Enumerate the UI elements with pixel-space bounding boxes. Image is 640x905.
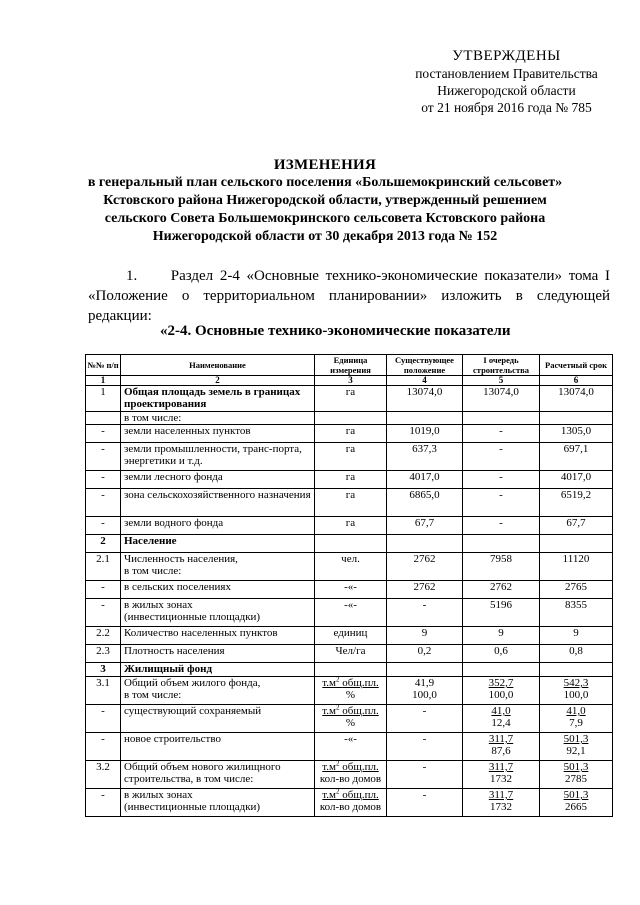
unit-line [318, 789, 383, 801]
row-estimated: 11120 [540, 553, 613, 581]
value-line: 87,6 [491, 745, 511, 757]
unit-text: общ.пл. [342, 789, 379, 801]
value-line: 311,7 [488, 789, 514, 801]
unit-line: % [345, 689, 356, 701]
row-name-line: в том числе: [124, 689, 182, 701]
row-name: в сельских поселениях [121, 581, 315, 599]
row-first-stage [463, 705, 540, 733]
row-first-stage [463, 761, 540, 789]
row-name [121, 761, 315, 789]
row-name [121, 553, 315, 581]
row-num: - [86, 705, 121, 733]
table-row [86, 599, 613, 627]
row-first-stage [463, 412, 540, 425]
row-existing: 4017,0 [387, 471, 463, 489]
table-row [86, 677, 613, 705]
row-name: зона сельскохозяйственного назначения [121, 489, 315, 517]
row-first-stage [463, 733, 540, 761]
row-first-stage: 7958 [463, 553, 540, 581]
value-line: 1732 [490, 773, 512, 785]
row-num: - [86, 599, 121, 627]
row-name-line: Общий объем нового жилищного [124, 761, 281, 773]
row-num: 3.2 [86, 761, 121, 789]
row-first-stage: 9 [463, 627, 540, 645]
row-num: - [86, 733, 121, 761]
section-title: «2-4. Основные технико-экономические показатели [160, 323, 511, 339]
row-first-stage: - [463, 425, 540, 443]
value-line: 41,0 [566, 705, 586, 717]
row-unit [315, 412, 387, 425]
row-name-line: Численность населения, [124, 553, 238, 565]
row-existing: - [387, 761, 463, 789]
table-row [86, 553, 613, 581]
column-number: 2 [121, 376, 315, 386]
column-number: 4 [387, 376, 463, 386]
value-line: 1732 [490, 801, 512, 813]
column-number-row [86, 376, 613, 386]
title-line: в генеральный план сельского поселения «Большемокринский сельсовет» [87, 175, 563, 190]
value-line: 41,0 [491, 705, 511, 717]
table-row [86, 581, 613, 599]
unit-text: т.м [322, 677, 336, 689]
row-unit: -«- [315, 581, 387, 599]
row-name: земли лесного фонда [121, 471, 315, 489]
row-unit [315, 789, 387, 817]
row-name: Жилищный фонд [121, 663, 315, 677]
row-name-line: в том числе: [124, 565, 182, 577]
row-estimated [540, 733, 613, 761]
title-line: Нижегородской области от 30 декабря 2013 года № 152 [152, 229, 498, 244]
table-row [86, 489, 613, 517]
value-line: 311,7 [488, 761, 514, 773]
table-row [86, 412, 613, 425]
table-row [86, 761, 613, 789]
value-line: 100,0 [412, 689, 437, 701]
value-line: 542,3 [563, 677, 589, 689]
row-num: - [86, 517, 121, 535]
header-cell: Существующее положение [387, 355, 463, 376]
value-line: 92,1 [566, 745, 586, 757]
row-estimated [540, 761, 613, 789]
row-name-line: в жилых зонах [124, 789, 193, 801]
row-estimated: 9 [540, 627, 613, 645]
table-header-row [86, 355, 613, 376]
row-existing: 67,7 [387, 517, 463, 535]
unit-line [318, 677, 383, 689]
row-num: 2.3 [86, 645, 121, 663]
row-existing [387, 412, 463, 425]
approval-line: Нижегородской области [437, 83, 576, 98]
row-num: - [86, 489, 121, 517]
row-estimated [540, 677, 613, 705]
table-row [86, 645, 613, 663]
approval-block [384, 48, 629, 116]
value-line: 12,4 [491, 717, 511, 729]
row-unit: единиц [315, 627, 387, 645]
unit-line [318, 705, 383, 717]
approval-heading: УТВЕРЖДЕНЫ [452, 48, 561, 64]
row-num: - [86, 425, 121, 443]
value-line: 100,0 [563, 689, 589, 701]
row-num: 3.1 [86, 677, 121, 705]
value-line: 2665 [565, 801, 587, 813]
row-num: - [86, 789, 121, 817]
row-existing [387, 677, 463, 705]
row-unit: га [315, 517, 387, 535]
row-name: земли промышленности, транс-порта, энергетики и т.д. [121, 443, 315, 471]
row-unit: -«- [315, 599, 387, 627]
value-line: 41,9 [414, 677, 435, 689]
row-estimated: 67,7 [540, 517, 613, 535]
row-num: 3 [86, 663, 121, 677]
unit-text: т.м [322, 789, 336, 801]
value-line: 311,7 [488, 733, 514, 745]
table-row [86, 517, 613, 535]
row-first-stage: - [463, 489, 540, 517]
row-existing: 637,3 [387, 443, 463, 471]
row-num [86, 412, 121, 425]
row-name-line: в жилых зонах [124, 599, 193, 611]
row-name [121, 677, 315, 705]
row-num: 2.2 [86, 627, 121, 645]
row-estimated: 13074,0 [540, 386, 613, 412]
table-row [86, 789, 613, 817]
unit-line [318, 761, 383, 773]
row-first-stage: - [463, 517, 540, 535]
row-name [121, 599, 315, 627]
row-name: Общая площадь земель в границах проектирования [121, 386, 315, 412]
row-num: - [86, 443, 121, 471]
column-number: 5 [463, 376, 540, 386]
row-name: Количество населенных пунктов [121, 627, 315, 645]
table-row [86, 443, 613, 471]
row-first-stage: 0,6 [463, 645, 540, 663]
row-name [121, 789, 315, 817]
table-row [86, 471, 613, 489]
row-unit: га [315, 425, 387, 443]
paragraph-1 [88, 266, 610, 326]
unit-superscript: 2 [336, 675, 340, 684]
unit-text: т.м [322, 761, 336, 773]
row-existing: - [387, 599, 463, 627]
unit-superscript: 2 [336, 787, 340, 796]
value-line: 100,0 [488, 689, 514, 701]
table-row [86, 705, 613, 733]
unit-text: общ.пл. [342, 705, 379, 717]
row-first-stage [463, 677, 540, 705]
row-estimated: 0,8 [540, 645, 613, 663]
row-name-line: Общий объем жилого фонда, [124, 677, 261, 689]
row-existing: 6865,0 [387, 489, 463, 517]
row-estimated: 4017,0 [540, 471, 613, 489]
unit-text: т.м [322, 705, 336, 717]
value-line: 2785 [565, 773, 587, 785]
row-first-stage [463, 789, 540, 817]
row-estimated: 8355 [540, 599, 613, 627]
title-heading: ИЗМЕНЕНИЯ [273, 157, 377, 173]
unit-text: общ.пл. [342, 677, 379, 689]
row-first-stage: - [463, 443, 540, 471]
row-estimated [540, 789, 613, 817]
row-existing: 9 [387, 627, 463, 645]
unit-line: кол-во домов [319, 773, 382, 785]
row-unit: га [315, 443, 387, 471]
row-num: - [86, 581, 121, 599]
row-estimated: 697,1 [540, 443, 613, 471]
table-row [86, 627, 613, 645]
row-estimated: 1305,0 [540, 425, 613, 443]
row-estimated: 6519,2 [540, 489, 613, 517]
row-unit: га [315, 489, 387, 517]
section-row [86, 535, 613, 553]
unit-line: кол-во домов [319, 801, 382, 813]
row-name: существующий сохраняемый [121, 705, 315, 733]
table-row [86, 386, 613, 412]
row-name-line: (инвестиционные площадки) [124, 801, 261, 813]
unit-superscript: 2 [336, 759, 340, 768]
row-unit: га [315, 471, 387, 489]
row-estimated: 2765 [540, 581, 613, 599]
header-cell: Наименование [121, 355, 315, 376]
unit-text: общ.пл. [342, 761, 379, 773]
row-unit [315, 677, 387, 705]
row-num: 2 [86, 535, 121, 553]
row-name: Плотность населения [121, 645, 315, 663]
row-existing: - [387, 733, 463, 761]
value-line: 7,9 [569, 717, 583, 729]
column-number: 1 [86, 376, 121, 386]
approval-line: от 21 ноября 2016 года № 785 [421, 100, 592, 115]
title-line: Кстовского района Нижегородской области, утвержденный решением [103, 193, 547, 208]
row-first-stage: 2762 [463, 581, 540, 599]
row-unit: чел. [315, 553, 387, 581]
row-name: земли населенных пунктов [121, 425, 315, 443]
row-estimated [540, 412, 613, 425]
approval-line: постановлением Правительства [415, 66, 598, 81]
row-num: - [86, 471, 121, 489]
row-existing: - [387, 705, 463, 733]
row-unit [315, 705, 387, 733]
row-name-line: (инвестиционные площадки) [124, 611, 261, 623]
column-number: 3 [315, 376, 387, 386]
row-existing: 13074,0 [387, 386, 463, 412]
paragraph-number: 1. [126, 268, 138, 284]
document-title [70, 156, 580, 246]
value-line: 352,7 [488, 677, 514, 689]
section-row [86, 663, 613, 677]
row-unit [315, 761, 387, 789]
title-line: сельского Совета Большемокринского сельсовета Кстовского района [104, 211, 546, 226]
row-name: земли водного фонда [121, 517, 315, 535]
row-existing: 2762 [387, 553, 463, 581]
header-cell: Расчетный срок [540, 355, 613, 376]
row-first-stage: - [463, 471, 540, 489]
header-cell: №№ п/п [86, 355, 121, 376]
value-line: 501,3 [563, 733, 589, 745]
row-unit: Чел/га [315, 645, 387, 663]
header-cell: Единица измерения [315, 355, 387, 376]
column-number: 6 [540, 376, 613, 386]
table-row [86, 425, 613, 443]
row-existing: - [387, 789, 463, 817]
unit-line: % [345, 717, 356, 729]
row-estimated [540, 705, 613, 733]
row-existing: 1019,0 [387, 425, 463, 443]
row-num: 2.1 [86, 553, 121, 581]
row-existing: 0,2 [387, 645, 463, 663]
row-name: новое строительство [121, 733, 315, 761]
row-unit: га [315, 386, 387, 412]
header-cell: I очередь строительства [463, 355, 540, 376]
row-first-stage: 13074,0 [463, 386, 540, 412]
table-row [86, 733, 613, 761]
row-first-stage: 5196 [463, 599, 540, 627]
row-num: 1 [86, 386, 121, 412]
row-name: Население [121, 535, 315, 553]
row-name-line: строительства, в том числе: [124, 773, 254, 785]
row-existing: 2762 [387, 581, 463, 599]
row-name: в том числе: [121, 412, 315, 425]
value-line: 501,3 [563, 761, 589, 773]
unit-superscript: 2 [336, 703, 340, 712]
indicators-table [85, 354, 613, 817]
row-unit: -«- [315, 733, 387, 761]
value-line: 501,3 [563, 789, 589, 801]
paragraph-text: Раздел 2-4 «Основные технико-экономические показатели» тома I «Положение о территориальном планировании» изложить в следующей редакции: [88, 268, 610, 324]
